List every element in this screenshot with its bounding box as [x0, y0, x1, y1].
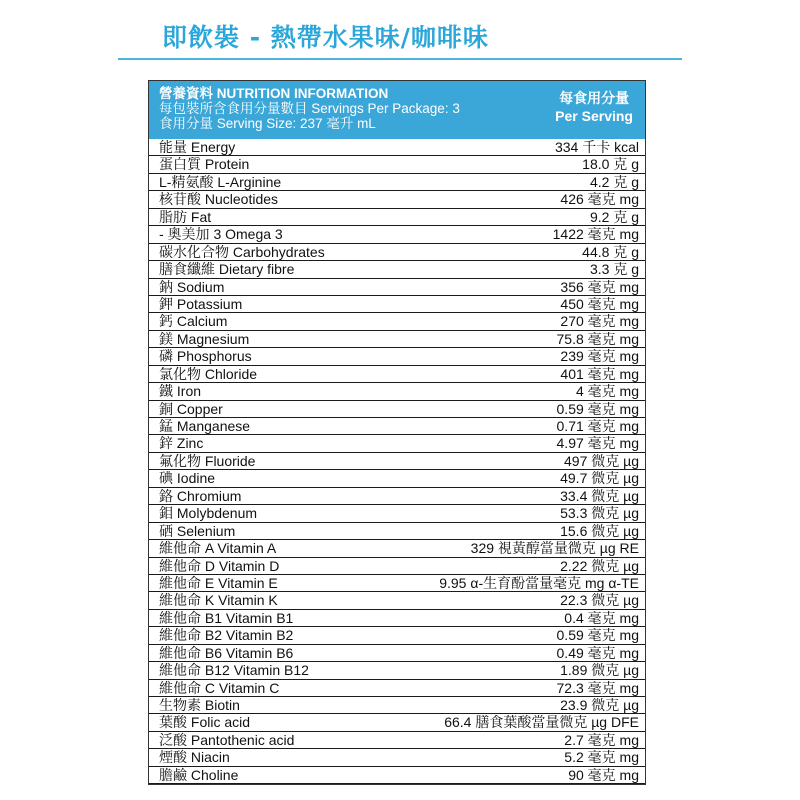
- nutrient-value: 2.22 微克 µg: [560, 557, 639, 574]
- per-serving-heading: [555, 89, 633, 125]
- nutrition-label: [148, 80, 646, 785]
- nutrient-rows: [149, 139, 645, 784]
- nutrient-row: [149, 453, 645, 470]
- nutrient-value: 33.4 微克 µg: [560, 487, 639, 504]
- nutrient-row: [149, 470, 645, 487]
- nutrient-value: 72.3 毫克 mg: [556, 679, 639, 696]
- nutrient-name: 鉻 Chromium: [159, 487, 242, 504]
- header-title: 營養資料 NUTRITION INFORMATION: [159, 86, 389, 101]
- nutrient-row: [149, 366, 645, 383]
- nutrient-name: 維他命 B12 Vitamin B12: [159, 662, 309, 679]
- nutrient-name: 鎂 Magnesium: [159, 330, 250, 347]
- nutrition-header: [149, 81, 645, 139]
- nutrient-value: 0.49 毫克 mg: [556, 644, 639, 661]
- nutrient-row: [149, 383, 645, 400]
- nutrient-value: 1.89 微克 µg: [560, 662, 639, 679]
- nutrient-name: 鐵 Iron: [159, 383, 202, 400]
- nutrient-row: [149, 296, 645, 313]
- header-info: [159, 86, 460, 131]
- nutrient-row: [149, 139, 645, 156]
- nutrient-value: 329 視黃醇當量微克 µg RE: [470, 540, 639, 557]
- nutrient-name: 維他命 D Vitamin D: [159, 557, 280, 574]
- nutrient-row: [149, 331, 645, 348]
- nutrient-value: 4 毫克 mg: [575, 383, 639, 400]
- nutrient-name: 鋅 Zinc: [159, 435, 204, 452]
- nutrient-name: 碘 Iodine: [159, 470, 216, 487]
- nutrient-row: [149, 505, 645, 522]
- nutrient-name: 煙酸 Niacin: [159, 749, 230, 766]
- nutrient-name: 維他命 B1 Vitamin B1: [159, 609, 294, 626]
- nutrient-row: [149, 488, 645, 505]
- nutrient-name: 膽鹼 Choline: [159, 766, 239, 783]
- nutrient-value: 23.9 微克 µg: [560, 697, 639, 713]
- nutrient-name: 維他命 E Vitamin E: [159, 574, 278, 591]
- nutrient-value: 426 毫克 mg: [560, 191, 639, 208]
- nutrient-row: [149, 418, 645, 435]
- nutrient-row: [149, 244, 645, 261]
- nutrient-name: 鉬 Molybdenum: [159, 505, 258, 522]
- nutrient-name: 維他命 B6 Vitamin B6: [159, 644, 294, 661]
- nutrient-row: [149, 209, 645, 226]
- nutrient-row: [149, 435, 645, 452]
- nutrient-value: 49.7 微克 µg: [560, 470, 639, 487]
- nutrient-value: 0.59 毫克 mg: [556, 627, 639, 644]
- nutrient-value: 0.4 毫克 mg: [564, 609, 639, 626]
- nutrient-name: 碳水化合物 Carbohydrates: [159, 243, 325, 260]
- nutrient-row: [149, 191, 645, 208]
- nutrient-row: [149, 592, 645, 609]
- serving-size: 食用分量 Serving Size: 237 毫升 mL: [159, 116, 376, 131]
- nutrient-row: [149, 767, 645, 784]
- nutrient-name: 銅 Copper: [159, 400, 223, 417]
- nutrient-value: 356 毫克 mg: [560, 278, 639, 295]
- nutrient-row: [149, 732, 645, 749]
- nutrient-row: [149, 627, 645, 644]
- nutrient-value: 9.95 α-生育酚當量毫克 mg α-TE: [439, 574, 639, 591]
- nutrient-row: [149, 156, 645, 173]
- nutrient-row: [149, 261, 645, 278]
- nutrient-row: [149, 523, 645, 540]
- nutrient-value: 22.3 微克 µg: [560, 592, 639, 609]
- nutrient-name: 鉀 Potassium: [159, 295, 243, 312]
- nutrient-name: 磷 Phosphorus: [159, 348, 252, 365]
- nutrient-row: [149, 610, 645, 627]
- nutrient-name: 維他命 K Vitamin K: [159, 592, 278, 609]
- nutrient-name: L-精氨酸 L-Arginine: [159, 173, 282, 190]
- nutrient-value: 401 毫克 mg: [560, 365, 639, 382]
- nutrient-name: 脂肪 Fat: [159, 208, 212, 225]
- nutrient-value: 53.3 微克 µg: [560, 505, 639, 522]
- nutrient-value: 4.2 克 g: [589, 173, 639, 190]
- nutrient-value: 3.3 克 g: [589, 261, 639, 278]
- nutrient-value: 0.59 毫克 mg: [556, 400, 639, 417]
- nutrient-value: 9.2 克 g: [589, 208, 639, 225]
- nutrient-row: [149, 749, 645, 766]
- nutrient-name: 膳食纖維 Dietary fibre: [159, 261, 295, 278]
- nutrient-value: 75.8 毫克 mg: [556, 330, 639, 347]
- nutrient-row: [149, 226, 645, 243]
- page-title: 即飲裝 - 熱帶水果味/咖啡味: [162, 23, 489, 52]
- nutrient-row: [149, 313, 645, 330]
- nutrient-row: [149, 697, 645, 714]
- nutrient-value: 239 毫克 mg: [560, 348, 639, 365]
- nutrient-name: 核苷酸 Nucleotides: [159, 191, 279, 208]
- nutrient-name: 錳 Manganese: [159, 418, 251, 434]
- title-divider: [118, 58, 682, 60]
- nutrient-row: [149, 662, 645, 679]
- nutrient-value: 18.0 克 g: [582, 156, 639, 173]
- nutrient-name: - 奧美加 3 Omega 3: [159, 226, 283, 243]
- nutrient-name: 葉酸 Folic acid: [159, 714, 251, 731]
- nutrient-row: [149, 348, 645, 365]
- nutrient-value: 334 千卡 kcal: [554, 139, 639, 155]
- nutrient-name: 硒 Selenium: [159, 522, 236, 539]
- nutrient-row: [149, 558, 645, 575]
- nutrient-value: 66.4 膳食葉酸當量微克 µg DFE: [444, 714, 639, 731]
- servings-per-package: 每包裝所含食用分量數目 Servings Per Package: 3: [159, 101, 460, 116]
- nutrient-value: 15.6 微克 µg: [560, 522, 639, 539]
- per-serving-zh: 每食用分量: [559, 90, 630, 106]
- nutrient-value: 5.2 毫克 mg: [564, 749, 639, 766]
- nutrient-name: 氟化物 Fluoride: [159, 452, 256, 469]
- nutrient-value: 0.71 毫克 mg: [556, 418, 639, 434]
- nutrient-name: 維他命 A Vitamin A: [159, 540, 277, 557]
- nutrient-row: [149, 279, 645, 296]
- nutrient-value: 2.7 毫克 mg: [564, 731, 639, 748]
- nutrient-value: 450 毫克 mg: [560, 295, 639, 312]
- nutrient-value: 44.8 克 g: [582, 243, 639, 260]
- nutrient-name: 泛酸 Pantothenic acid: [159, 731, 295, 748]
- nutrient-name: 維他命 B2 Vitamin B2: [159, 627, 294, 644]
- nutrient-name: 生物素 Biotin: [159, 697, 240, 713]
- nutrient-row: [149, 401, 645, 418]
- nutrient-row: [149, 540, 645, 557]
- nutrient-row: [149, 575, 645, 592]
- nutrient-name: 維他命 C Vitamin C: [159, 679, 280, 696]
- nutrient-name: 蛋白質 Protein: [159, 156, 250, 173]
- nutrient-name: 鈉 Sodium: [159, 278, 225, 295]
- nutrient-value: 1422 毫克 mg: [552, 226, 639, 243]
- nutrient-value: 497 微克 µg: [564, 452, 639, 469]
- nutrient-row: [149, 714, 645, 731]
- per-serving-en: Per Serving: [555, 108, 633, 124]
- nutrient-name: 鈣 Calcium: [159, 313, 228, 330]
- nutrient-row: [149, 680, 645, 697]
- nutrient-value: 90 毫克 mg: [568, 766, 639, 783]
- nutrient-name: 能量 Energy: [159, 139, 236, 155]
- nutrient-value: 270 毫克 mg: [560, 313, 639, 330]
- nutrient-row: [149, 174, 645, 191]
- nutrient-name: 氯化物 Chloride: [159, 365, 258, 382]
- nutrient-value: 4.97 毫克 mg: [556, 435, 639, 452]
- nutrient-row: [149, 645, 645, 662]
